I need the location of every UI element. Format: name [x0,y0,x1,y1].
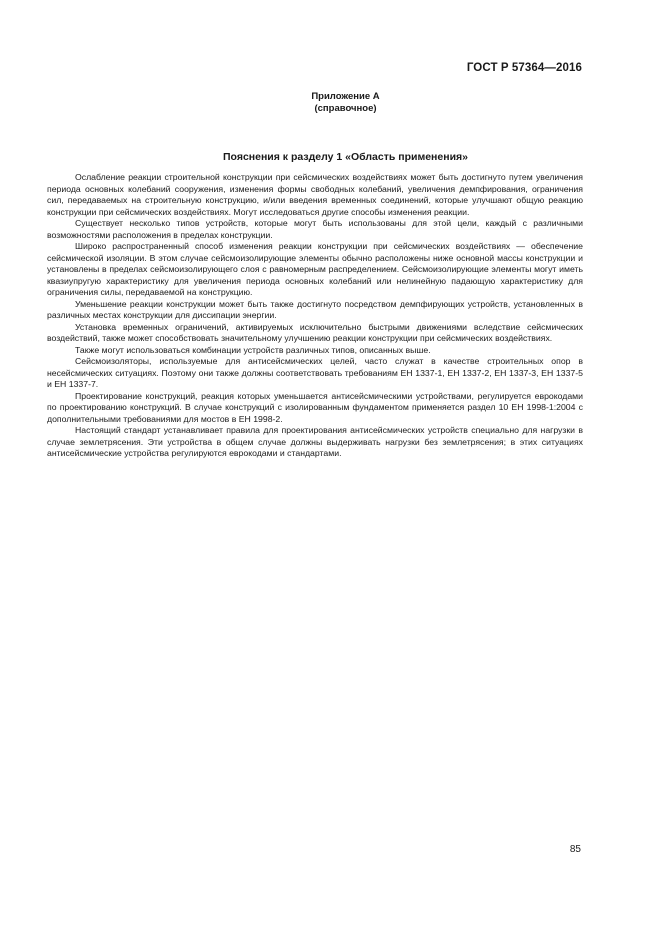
paragraph: Проектирование конструкций, реакция которых уменьшается антисейсмическими устройствами, регулируется еврокодами по проектированию конструкций. В случае конструкций с изолированным фундаментом применяется раздел 10 ЕН 1998-1:2004 с дополнительными требованиями для мостов в ЕН 1998-2. [47,390,583,424]
annex-subtitle: (справочное) [314,103,377,114]
page-number: 85 [569,844,581,855]
paragraph: Существует несколько типов устройств, которые могут быть использованы для этой цели, каждый с различными возможностями расположения в пределах конструкции. [47,218,583,240]
paragraph: Установка временных ограничений, активируемых исключительно быстрыми движениями вследствие сейсмических воздействий, также может способствовать значительному улучшению реакции конструкции при сейсмических воздействиях. [47,321,583,343]
paragraph: Широко распространенный способ изменения реакции конструкции при сейсмических воздействиях — обеспечение сейсмической изоляции. В этом случае сейсмоизолирующие элементы обычно расположены ниже основной массы конструкции и установлены в пределах сейсмоизолирующего слоя с равномерным распределением. Сейсмоизолирующие элементы могут иметь квазиупругую характеристику для увеличения периода основных колебаний или нелинейную падающую характеристику для ограничения силы, передаваемой на конструкцию. [47,241,583,297]
paragraph: Ослабление реакции строительной конструкции при сейсмических воздействиях может быть достигнуто путем увеличения периода основных колебаний сооружения, изменения формы свободных колебаний, увеличения демпфирования, ограничения сил, передаваемых на строительную конструкцию, и/или введения временных соединений, которые улучшают общую реакцию конструкции при сейсмических воздействиях. Могут исследоваться другие способы изменения реакции. [47,172,583,217]
paragraph: Сейсмоизоляторы, используемые для антисейсмических целей, часто служат в качестве строительных опор в несейсмических ситуациях. Поэтому они также должны соответствовать требованиям ЕН 1337-1, ЕН 1337-2, ЕН 1337-3, ЕН 1337-5 и ЕН 1337-7. [47,356,583,389]
paragraph: Настоящий стандарт устанавливает правила для проектирования антисейсмических устройств специально для нагрузки в случае землетрясения. Эти устройства в общем случае должны выдерживать нагрузки без землетрясения; в этих ситуациях антисейсмические устройства регулируются еврокодами и стандартами. [47,425,583,458]
document-code: ГОСТ Р 57364—2016 [466,62,582,74]
body-text [47,172,583,460]
paragraph: Уменьшение реакции конструкции может быть также достигнуто посредством демпфирующих устройств, установленных в различных местах конструкции для диссипации энергии. [47,298,583,320]
annex-title: Приложение А [311,91,380,102]
section-title: Пояснения к разделу 1 «Область применения» [223,151,468,163]
paragraph: Также могут использоваться комбинации устройств различных типов, описанных выше. [75,344,431,355]
annex-heading [0,91,661,115]
